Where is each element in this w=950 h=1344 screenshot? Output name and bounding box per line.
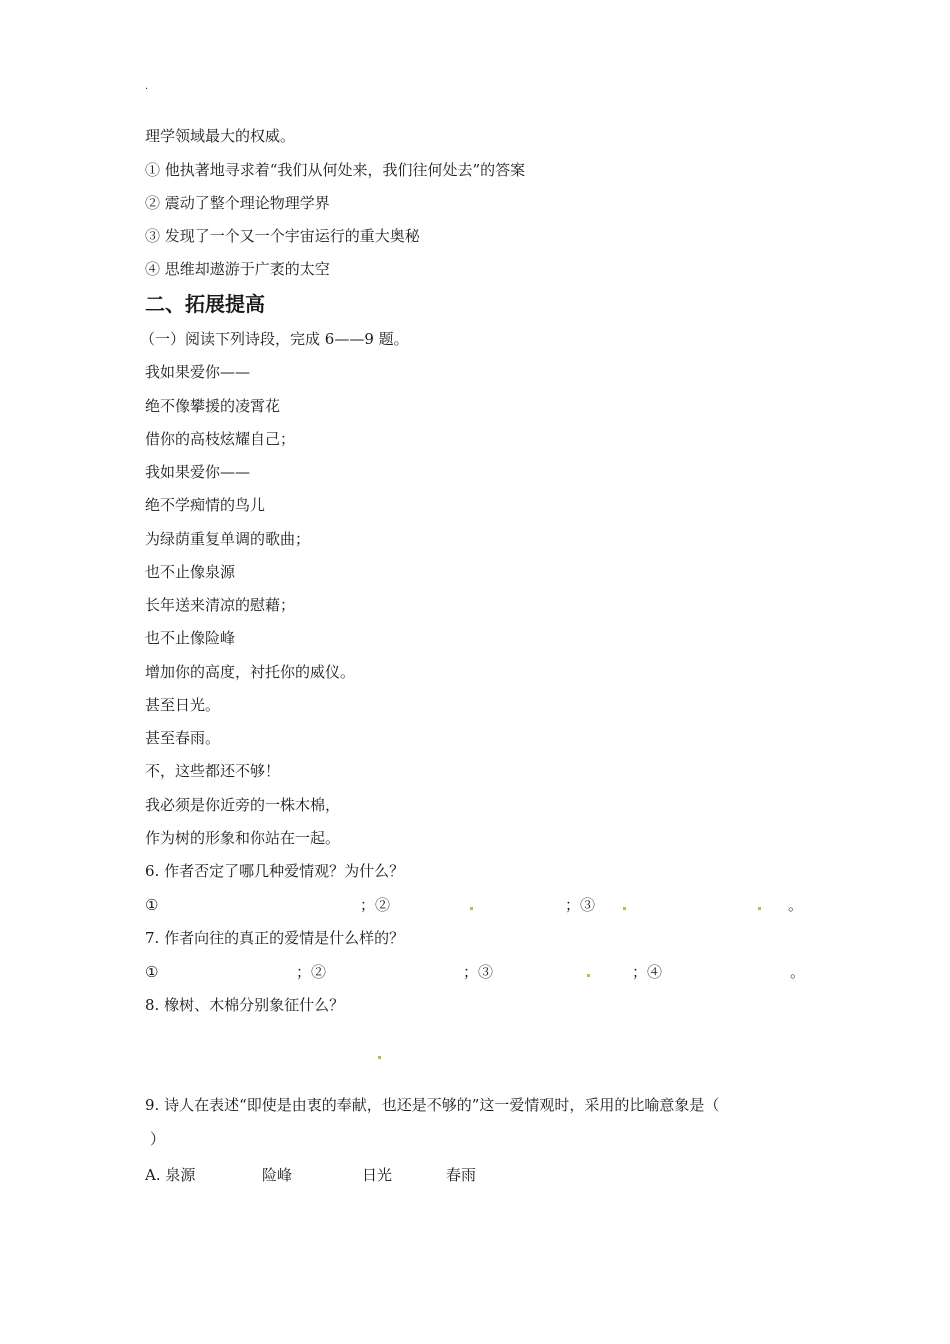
poem-line: 作为树的形象和你站在一起。 (145, 829, 341, 847)
reading-instruction: （一）阅读下列诗段，完成 6——9 题。 (140, 330, 409, 348)
q9-choice-item: 日光 (362, 1166, 393, 1184)
section-heading: 二、拓展提高 (145, 292, 265, 316)
option-4: ④ 思维却遨游于广袤的太空 (145, 260, 330, 278)
poem-line: 为绿荫重复单调的歌曲； (145, 530, 311, 548)
q6-end-mark: 。 (788, 896, 804, 914)
q6-blank-1-label: ① (145, 896, 159, 914)
q7-blank-2-label: ；② (296, 963, 327, 981)
q7-end-mark: 。 (790, 963, 806, 981)
green-speck (587, 974, 590, 977)
q7-blank-4-label: ；④ (632, 963, 663, 981)
green-speck (470, 907, 473, 910)
poem-line: 绝不像攀援的凌霄花 (145, 397, 281, 415)
question-6: 6. 作者否定了哪几种爱情观？为什么？ (145, 862, 405, 880)
poem-line: 甚至日光。 (145, 696, 221, 714)
poem-line: 我必须是你近旁的一株木棉， (145, 796, 341, 814)
green-speck (758, 907, 761, 910)
q6-blank-2-label: ；② (360, 896, 391, 914)
poem-line: 绝不学痴情的鸟儿 (145, 496, 266, 514)
q9-choice-item: 险峰 (262, 1166, 293, 1184)
poem-line: 也不止像泉源 (145, 563, 236, 581)
intro-line: 理学领域最大的权威。 (145, 127, 296, 145)
poem-line: 甚至春雨。 (145, 729, 221, 747)
q9-choice-a: A. 泉源 (145, 1166, 196, 1184)
poem-line: 我如果爱你—— (145, 463, 251, 481)
question-9: 9. 诗人在表述“即使是由衷的奉献，也还是不够的”这一爱情观时，采用的比喻意象是（ (145, 1096, 720, 1114)
q9-choice-item: 春雨 (446, 1166, 477, 1184)
poem-line: 长年送来清凉的慰藉； (145, 596, 296, 614)
poem-line: 增加你的高度，衬托你的威仪。 (145, 663, 356, 681)
q6-blank-3-label: ；③ (565, 896, 596, 914)
green-speck (623, 907, 626, 910)
poem-line: 不，这些都还不够！ (145, 762, 281, 780)
green-speck (378, 1056, 381, 1059)
q9-close-paren: ） (150, 1130, 166, 1148)
poem-line: 借你的高枝炫耀自己； (145, 430, 296, 448)
option-1: ① 他执著地寻求着“我们从何处来，我们往何处去”的答案 (145, 161, 526, 179)
question-7: 7. 作者向往的真正的爱情是什么样的？ (145, 929, 405, 947)
top-dot: . (145, 81, 149, 92)
q7-blank-1-label: ① (145, 963, 159, 981)
poem-line: 也不止像险峰 (145, 629, 236, 647)
poem-line: 我如果爱你—— (145, 363, 251, 381)
option-3: ③ 发现了一个又一个宇宙运行的重大奥秘 (145, 227, 420, 245)
question-8: 8. 橡树、木棉分别象征什么？ (145, 996, 345, 1014)
option-2: ② 震动了整个理论物理学界 (145, 194, 330, 212)
q7-blank-3-label: ；③ (463, 963, 494, 981)
